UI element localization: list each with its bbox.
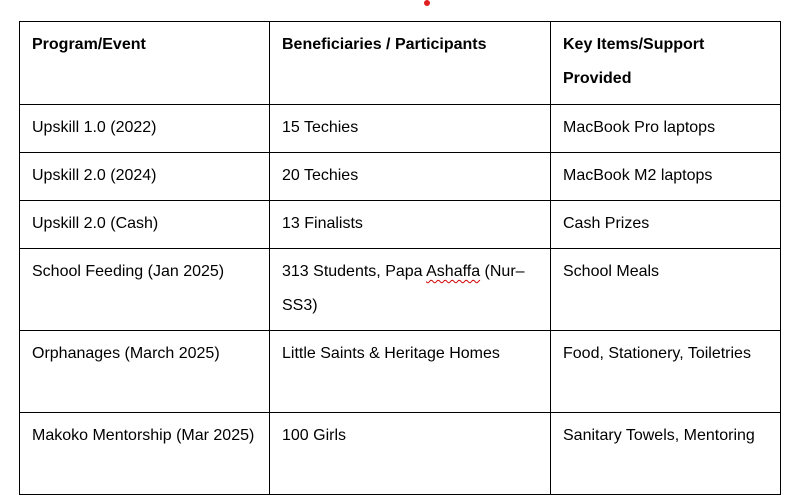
red-marker-dot bbox=[424, 0, 430, 6]
table-row bbox=[20, 249, 781, 331]
cell-items: Cash Prizes bbox=[551, 201, 781, 249]
cell-beneficiaries: 100 Girls bbox=[270, 413, 551, 495]
header-beneficiaries: Beneficiaries / Participants bbox=[270, 22, 551, 105]
header-key-items: Key Items/Support Provided bbox=[551, 22, 781, 105]
table-row bbox=[20, 413, 781, 495]
cell-items: Food, Stationery, Toiletries bbox=[551, 331, 781, 413]
table-row bbox=[20, 331, 781, 413]
table-row bbox=[20, 201, 781, 249]
programs-table bbox=[19, 21, 781, 495]
cell-beneficiaries: 20 Techies bbox=[270, 153, 551, 201]
cell-beneficiaries bbox=[270, 249, 551, 331]
cell-program: Upskill 2.0 (Cash) bbox=[20, 201, 270, 249]
header-program-event: Program/Event bbox=[20, 22, 270, 105]
cell-items: MacBook M2 laptops bbox=[551, 153, 781, 201]
cell-beneficiaries: 13 Finalists bbox=[270, 201, 551, 249]
cell-program: Makoko Mentorship (Mar 2025) bbox=[20, 413, 270, 495]
cell-items: School Meals bbox=[551, 249, 781, 331]
cell-items: Sanitary Towels, Mentoring bbox=[551, 413, 781, 495]
cell-program: Upskill 2.0 (2024) bbox=[20, 153, 270, 201]
beneficiaries-text-start: 313 Students, Papa bbox=[282, 263, 427, 280]
table-row bbox=[20, 105, 781, 153]
beneficiaries-text-end: (Nur–SS3) bbox=[282, 263, 525, 314]
cell-beneficiaries: 15 Techies bbox=[270, 105, 551, 153]
cell-program: School Feeding (Jan 2025) bbox=[20, 249, 270, 331]
cell-items: MacBook Pro laptops bbox=[551, 105, 781, 153]
cell-program: Upskill 1.0 (2022) bbox=[20, 105, 270, 153]
cell-beneficiaries: Little Saints & Heritage Homes bbox=[270, 331, 551, 413]
table-header-row bbox=[20, 22, 781, 105]
table-row bbox=[20, 153, 781, 201]
cell-program: Orphanages (March 2025) bbox=[20, 331, 270, 413]
spellcheck-flagged-word[interactable]: Ashaffa bbox=[426, 263, 481, 280]
